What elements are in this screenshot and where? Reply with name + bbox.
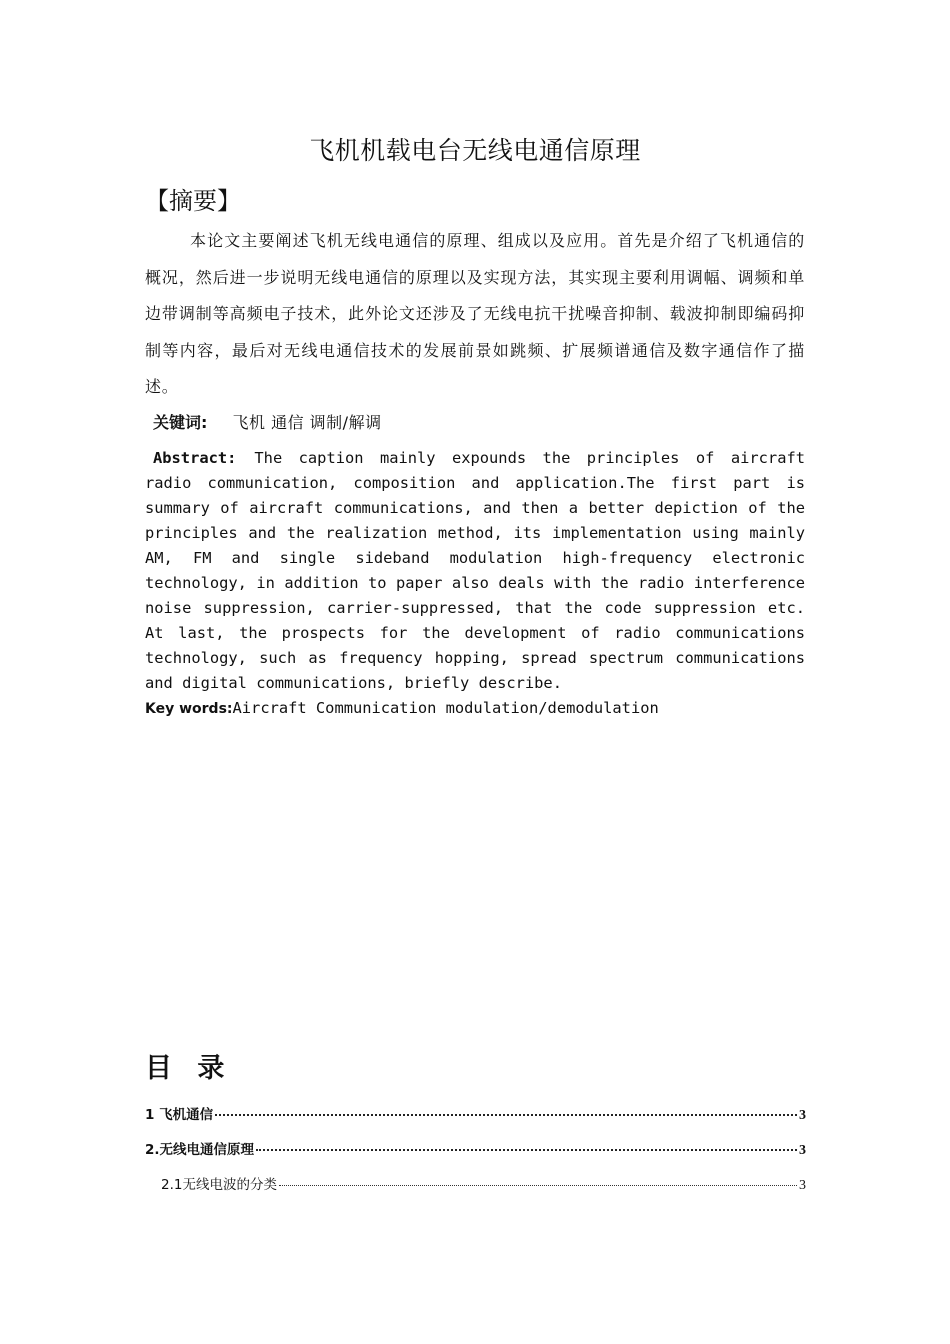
toc-entry[interactable] (145, 1140, 806, 1161)
keywords-chinese-value: 飞机 通信 调制/解调 (232, 413, 382, 432)
toc-heading: 目 录 (145, 1053, 233, 1084)
toc-dot-leader (279, 1185, 797, 1186)
toc-entry-text: 1 飞机通信 (145, 1107, 214, 1123)
keywords-english-label: Key words: (145, 701, 233, 717)
keywords-chinese-label: 关键词: (153, 413, 208, 432)
document-title: 飞机机载电台无线电通信原理 (309, 136, 641, 165)
toc-entry-page: 3 (799, 1178, 806, 1193)
keywords-chinese (153, 409, 382, 437)
abstract-heading: 【摘要】 (145, 187, 241, 215)
toc-entry-text: 2.1无线电波的分类 (161, 1177, 277, 1193)
abstract-english-label: Abstract: (153, 449, 237, 467)
toc-entry-page: 3 (799, 1143, 806, 1158)
keywords-english-value: Aircraft Communication modulation/demodulation (232, 699, 659, 717)
toc-entry[interactable] (145, 1105, 806, 1126)
toc-dot-leader (215, 1114, 797, 1116)
abstract-chinese-paragraph: 本论文主要阐述飞机无线电通信的原理、组成以及应用。首先是介绍了飞机通信的概况，然后进一步说明无线电通信的原理以及实现方法，其实现主要利用调幅、调频和单边带调制等高频电子技术，此外论文还涉及了无线电抗干扰噪音抑制、载波抑制即编码抑制等内容，最后对无线电通信技术的发展前景如跳频、扩展频谱通信及数字通信作了描述。 (145, 231, 805, 397)
abstract-english-text: The caption mainly expounds the principles of aircraft radio communication, composition and application.The first part is summary of aircraft communications, and then a better depiction of the principles and the realization method, its implementation using mainly AM, FM and single sideband modulation high-frequency electronic technology, in addition to paper also deals with the radio interference noise suppression, carrier-suppressed, that the code suppression etc. At last, the prospects for the development of radio communications technology, such as frequency hopping, spread spectrum communications and digital communications, briefly describe. (145, 449, 805, 692)
toc-dot-leader (256, 1149, 797, 1151)
keywords-english (145, 696, 659, 722)
toc-entry-page: 3 (799, 1108, 806, 1123)
toc-entry-text: 2.无线电通信原理 (145, 1142, 255, 1158)
abstract-english-paragraph (145, 446, 805, 696)
toc-entry[interactable] (161, 1175, 806, 1196)
